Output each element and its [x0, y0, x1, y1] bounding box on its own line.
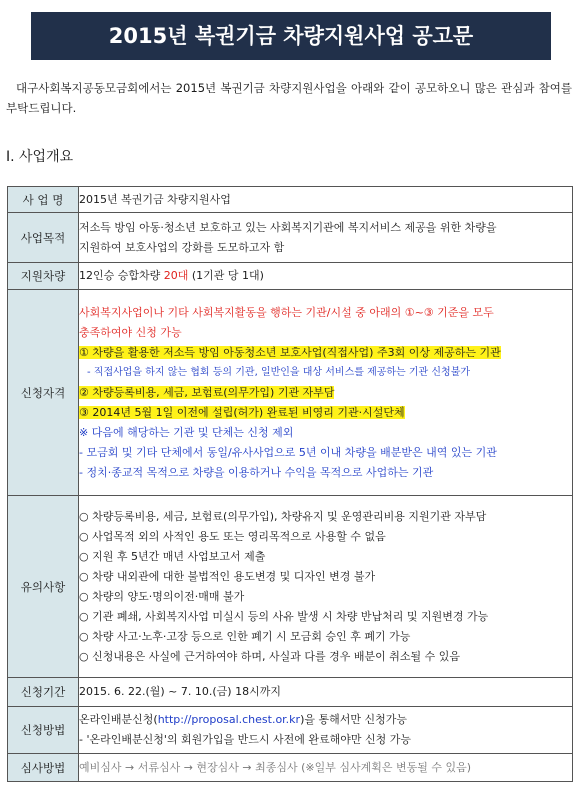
criterion-2: ② 차량등록비용, 세금, 보험료(의무가입) 기관 자부담 [79, 385, 335, 399]
eligibility-intro-2: 충족하여야 신청 가능 [79, 325, 182, 339]
note-item: ○ 기관 폐쇄, 사회복지사업 미실시 등의 사유 발생 시 차량 반납처리 및 지원변경 가능 [79, 609, 489, 623]
review-text: 예비심사 → 서류심사 → 현장심사 → 최종심사 (※일부 심사계획은 변동될 수 있음) [79, 760, 472, 774]
label-period: 신청기간 [8, 678, 79, 707]
note-item: ○ 지원 후 5년간 매년 사업보고서 제출 [79, 549, 266, 563]
eligibility-intro-1: 사회복지사업이나 기타 사회복지활동을 행하는 기관/시설 중 아래의 ①~③ 기준을 모두 [79, 305, 494, 319]
support-count: 20대 [163, 269, 189, 282]
purpose-line-1: 저소득 방임 아동·청소년 보호하고 있는 사회복지기관에 복지서비스 제공을 위한 차량을 [79, 220, 497, 234]
row-method [8, 707, 573, 754]
value-period [79, 678, 573, 707]
note-item: ○ 차량의 양도·명의이전·매매 불가 [79, 589, 245, 603]
exclusion-1: - 모금회 및 기타 단체에서 동일/유사사업으로 5년 이내 차량을 배분받은 내역 있는 기관 [79, 445, 497, 459]
support-suffix: (1기관 당 1대) [188, 269, 264, 282]
criterion-2-line [79, 383, 572, 403]
label-name: 사 업 명 [8, 187, 79, 213]
value-notes [79, 496, 573, 678]
criterion-1-line [79, 343, 572, 363]
period-text: 2015. 6. 22.(월) ~ 7. 10.(금) 18시까지 [79, 685, 281, 698]
label-method: 신청방법 [8, 707, 79, 754]
criterion-3: ③ 2014년 5월 1일 이전에 설립(허가) 완료된 비영리 기관·시설단체 [79, 405, 405, 419]
method-line-2: - '온라인배분신청'의 회원가입을 반드시 사전에 완료해야만 신청 가능 [79, 733, 412, 746]
label-purpose: 사업목적 [8, 213, 79, 263]
value-method [79, 707, 573, 754]
page-title: 2015년 복권기금 차량지원사업 공고문 [31, 12, 551, 60]
criterion-1: ① 차량을 활용한 저소득 방임 아동청소년 보호사업(직접사업) 주3회 이상 제공하는 기관 [79, 345, 501, 359]
row-name [8, 187, 573, 213]
label-eligibility: 신청자격 [8, 290, 79, 496]
row-notes [8, 496, 573, 678]
exclusion-2: - 정치·종교적 목적으로 차량을 이용하거나 수익을 목적으로 사업하는 기관 [79, 465, 434, 479]
value-purpose [79, 213, 573, 263]
value-support [79, 263, 573, 290]
row-review [8, 754, 573, 782]
name-text: 2015년 복권기금 차량지원사업 [79, 192, 231, 206]
note-item: ○ 차량등록비용, 세금, 보험료(의무가입), 차량유지 및 운영관리비용 지원기관 자부담 [79, 509, 487, 523]
method-prefix: 온라인배분신청( [79, 713, 158, 726]
row-purpose [8, 213, 573, 263]
value-eligibility [79, 290, 573, 496]
intro-paragraph: 대구사회복지공동모금회에서는 2015년 복권기금 차량지원사업을 아래와 같이 공모하오니 많은 관심과 참여를 부탁드립니다. [6, 81, 572, 115]
method-suffix: )을 통해서만 신청가능 [300, 713, 407, 726]
note-item: ○ 차량 내외관에 대한 불법적인 용도변경 및 디자인 변경 불가 [79, 569, 376, 583]
note-item: ○ 사업목적 외의 사적인 용도 또는 영리목적으로 사용할 수 없음 [79, 529, 386, 543]
row-period [8, 678, 573, 707]
overview-table [7, 186, 573, 782]
support-prefix: 12인승 승합차량 [79, 269, 164, 282]
value-review [79, 754, 573, 782]
exclusion-title: ※ 다음에 해당하는 기관 및 단체는 신청 제외 [79, 425, 294, 439]
proposal-link[interactable]: http://proposal.chest.or.kr [157, 713, 301, 726]
row-eligibility [8, 290, 573, 496]
label-notes: 유의사항 [8, 496, 79, 678]
method-line-1 [79, 710, 572, 730]
note-item: ○ 차량 사고·노후·고장 등으로 인한 폐기 시 모금회 승인 후 폐기 가능 [79, 629, 411, 643]
value-name [79, 187, 573, 213]
criterion-1-note: - 직접사업을 하지 않는 협회 등의 기관, 일반인을 대상 서비스를 제공하는 기관 신청불가 [87, 366, 471, 378]
row-support [8, 263, 573, 290]
support-text [79, 266, 572, 286]
purpose-line-2: 지원하여 보호사업의 강화를 도모하고자 함 [79, 240, 285, 254]
section-heading: Ⅰ. 사업개요 [6, 149, 74, 165]
note-item: ○ 신청내용은 사실에 근거하여야 하며, 사실과 다를 경우 배분이 취소될 수 있음 [79, 649, 460, 663]
criterion-3-line [79, 403, 572, 423]
label-support: 지원차량 [8, 263, 79, 290]
label-review: 심사방법 [8, 754, 79, 782]
